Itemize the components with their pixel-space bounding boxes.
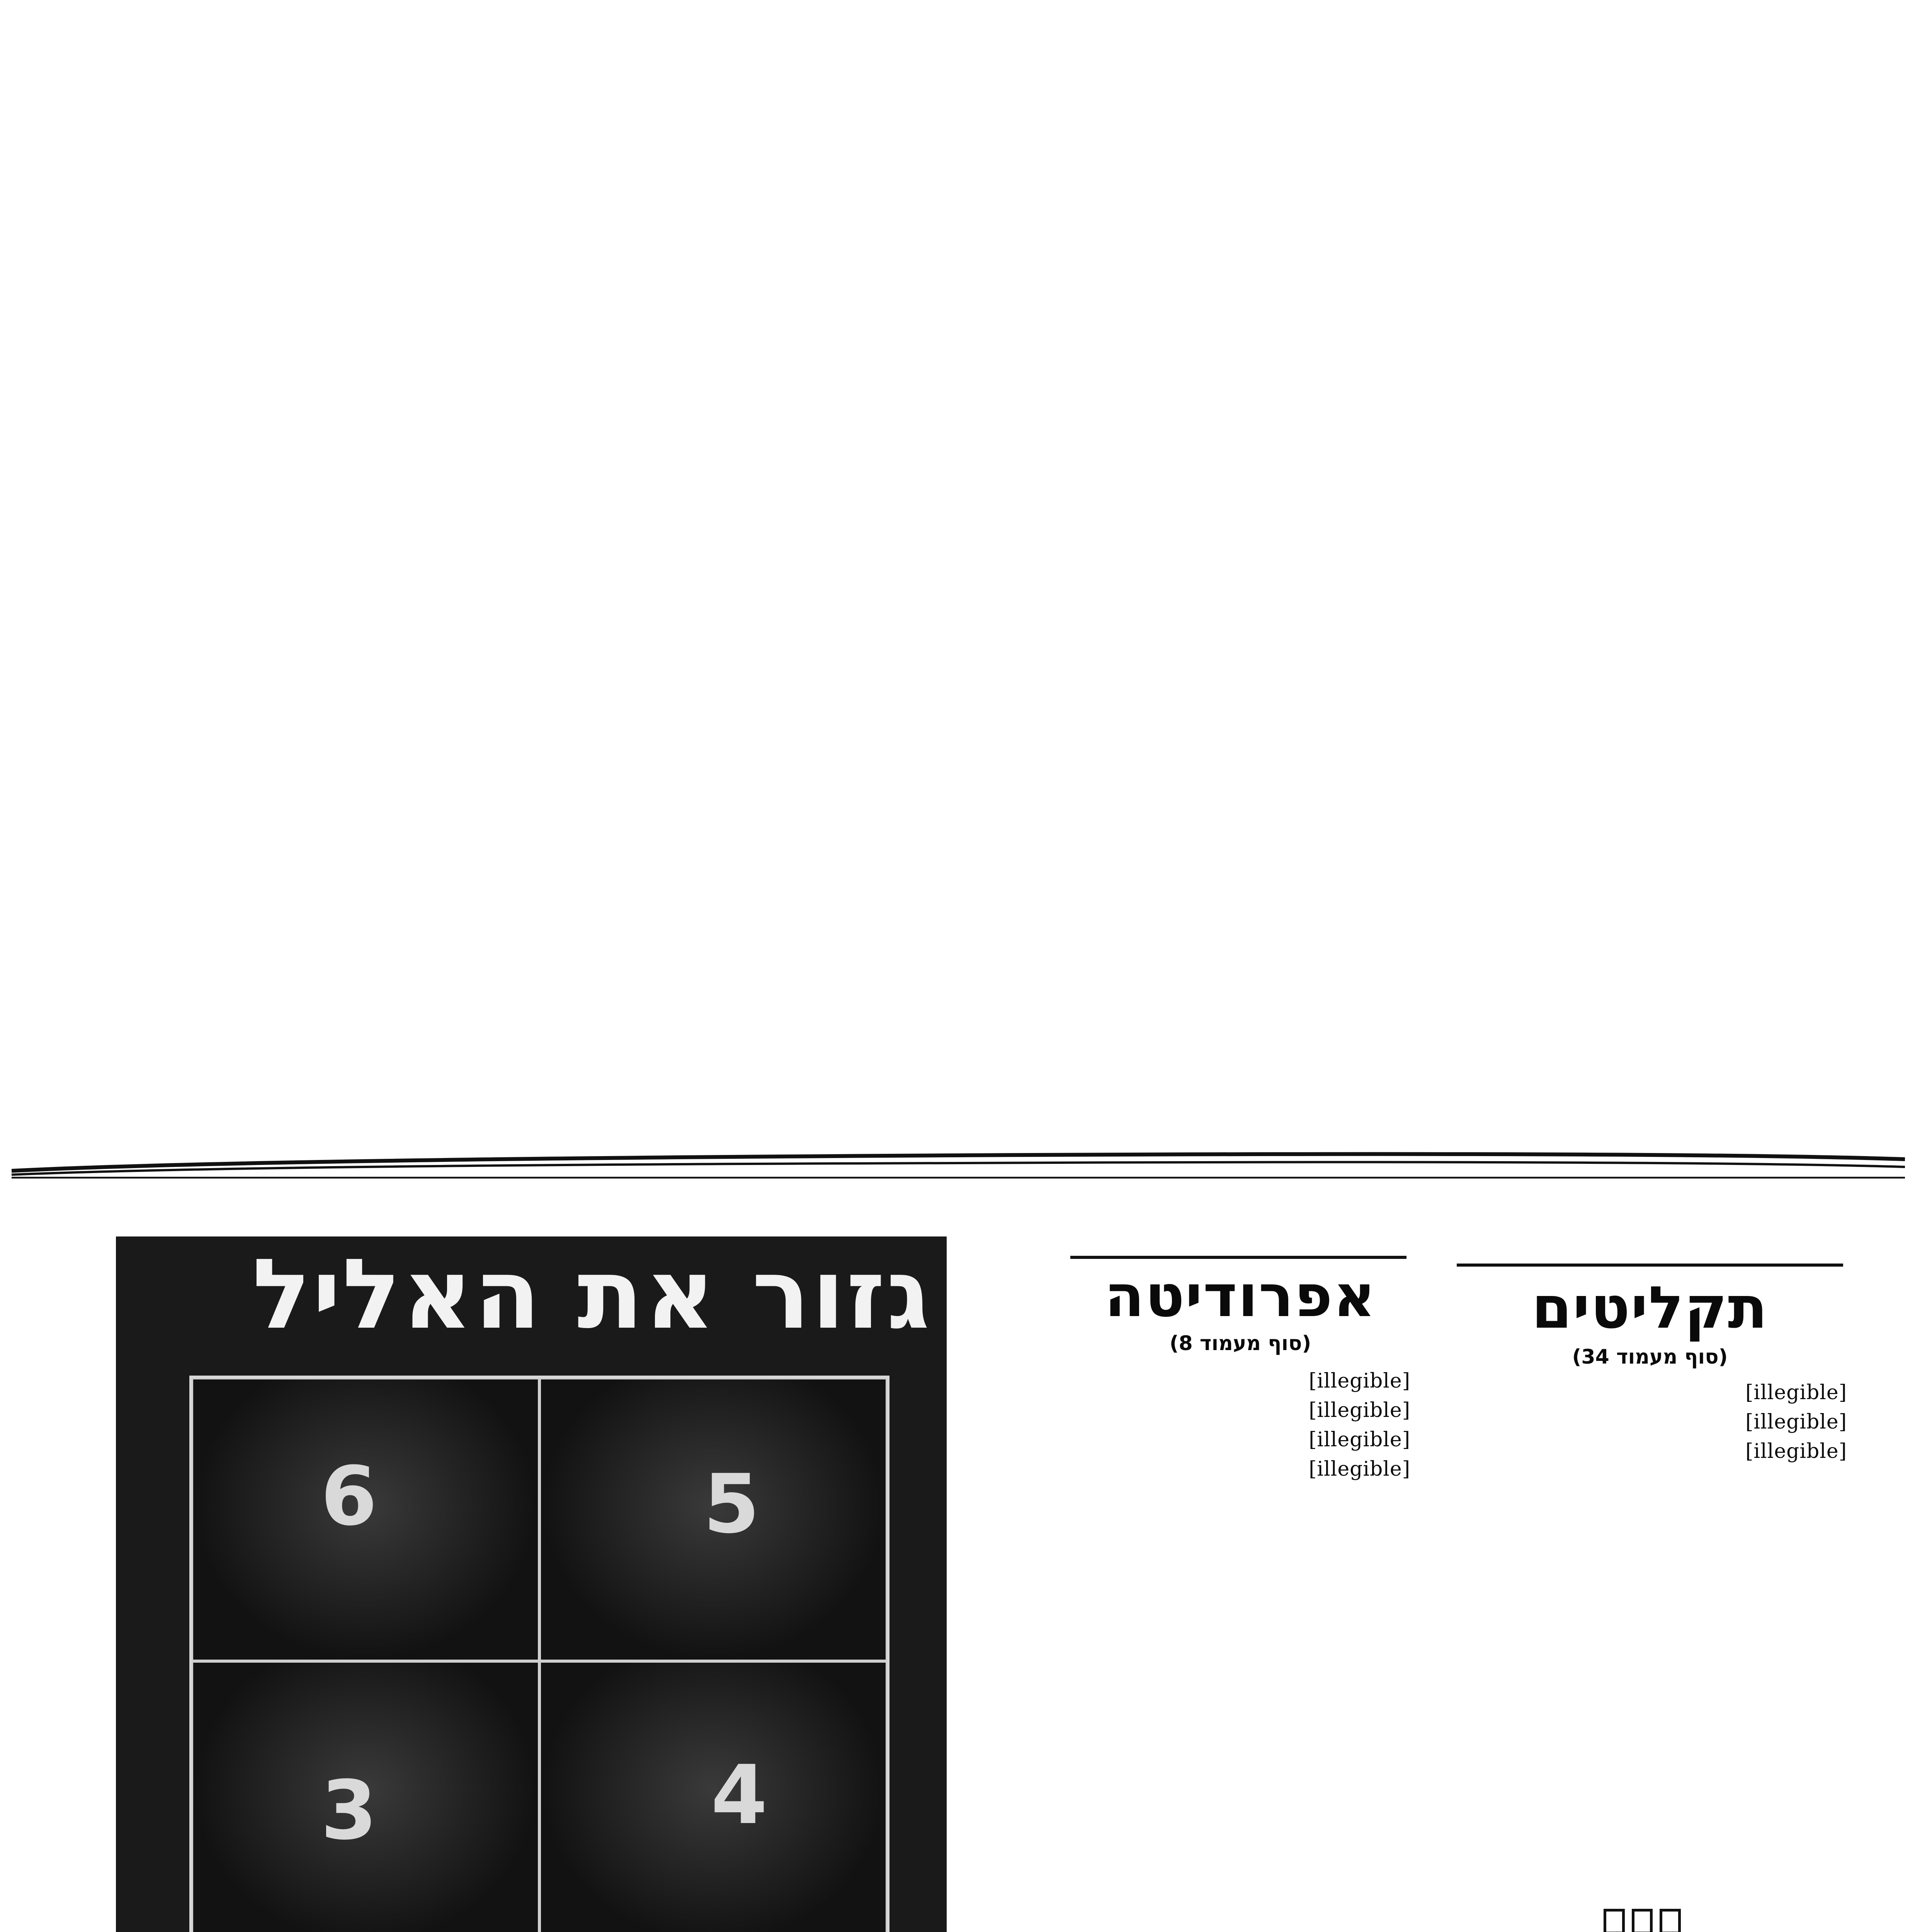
right-column-paragraph: [illegible] [1745, 1440, 1847, 1463]
right-column-continuation: (סוף מעמוד 34) [1572, 1345, 1728, 1369]
poster-cell [539, 1378, 887, 1661]
middle-column-paragraph: [illegible] [1309, 1458, 1410, 1481]
cell-number: 4 [711, 1748, 768, 1843]
right-column-paragraph: [illegible] [1745, 1410, 1847, 1434]
middle-column-body [993, 1368, 1410, 1485]
poster-grid [189, 1376, 889, 1932]
middle-column-paragraph: [illegible] [1309, 1399, 1410, 1422]
poster-cell [192, 1661, 539, 1932]
right-column-body [1437, 1379, 1847, 1468]
cutout-poster-feature [116, 1236, 947, 1932]
feature-title: גזור את האליל [252, 1238, 931, 1350]
cell-number: 5 [703, 1457, 760, 1551]
section-divider-squares [1604, 1909, 1681, 1932]
middle-column-continuation: (סוף מעמוד 8) [1169, 1332, 1311, 1355]
middle-column-title: אפרודיטה [1104, 1263, 1376, 1330]
cell-number: 3 [321, 1763, 378, 1858]
right-column-rule [1457, 1264, 1843, 1267]
top-border-rule [12, 1144, 1905, 1179]
middle-column-rule [1070, 1256, 1406, 1259]
right-column-title: תקליטים [1531, 1274, 1769, 1342]
middle-column-paragraph: [illegible] [1309, 1428, 1410, 1451]
poster-cell [539, 1661, 887, 1932]
poster-cell [192, 1378, 539, 1661]
middle-column-paragraph: [illegible] [1309, 1369, 1410, 1393]
cell-number: 6 [321, 1449, 378, 1544]
right-column-paragraph: [illegible] [1745, 1381, 1847, 1404]
